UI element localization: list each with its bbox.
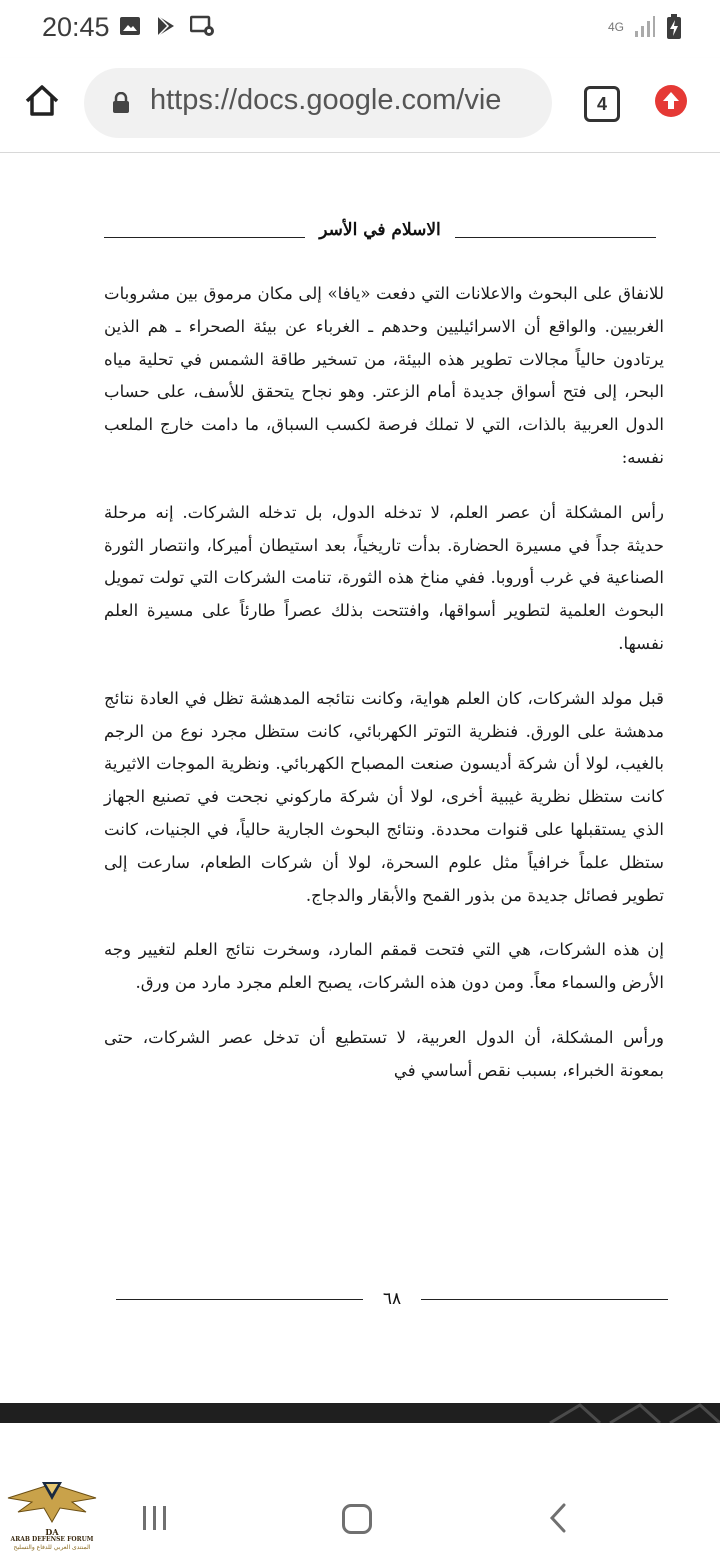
status-time: 20:45 <box>42 12 110 42</box>
play-store-icon <box>154 14 178 38</box>
page-separator-strip <box>0 1403 720 1423</box>
system-icons <box>608 14 682 40</box>
paragraph: قبل مولد الشركات، كان العلم هواية، وكانت نتائجه المدهشة تظل في العادة نتائج مدهشة على الورق. فنظرية التوتر الكهربائي، كانت ستظل مجرد نوع من الرجم بالغيب، لولا أن شركة أديسون صنعت المصباح الكهربائي. ونظرية الموجات الاثيرية كانت ستظل نظرية غيبية أخرى، لولا أن شركة ماركوني نجحت في تصنيع الجهاز الذي يستقبلها على قنوات محددة. ونتائج البحوث الجارية حالياً، في الجنيات، كانت ستظل علماً خرافياً مثل علوم السحرة، لولا أن شركات الطعام، سارعت إلى تطوير فصائل جديدة من بذور القمح والأبقار والدجاج. <box>104 688 664 905</box>
paragraph: رأس المشكلة أن عصر العلم، لا تدخله الدول، بل تدخله الشركات. إنه مرحلة حديثة جداً في مسيرة الحضارة. بدأت تاريخياً، بعد استيطان أميركا، وانتصار الثورة الصناعية في غرب أوروبا. ففي مناخ هذه الثورة، تنامت الشركات التي تولت تمويل البحوث العلمية لتطوير أسواقها، وافتتحت بذلك عصراً طارئاً على مسيرة العلم نفسها. <box>104 502 664 653</box>
recents-icon[interactable] <box>140 1504 170 1532</box>
paragraph: ورأس المشكلة، أن الدول العربية، لا تستطيع أن تدخل عصر الشركات، حتى بمعونة الخبراء، بسبب نقص أساسي في <box>104 1027 664 1080</box>
home-icon[interactable] <box>22 81 62 121</box>
notification-icons <box>118 14 216 38</box>
paragraph: إن هذه الشركات، هي التي فتحت قمقم المارد، وسخرت نتائج العلم لتغيير وجه الأرض والسماء معاً. ومن دون هذه الشركات، يصبح العلم مجرد مارد من ورق. <box>104 940 664 993</box>
decorative-pattern-icon <box>540 1403 720 1423</box>
upload-icon[interactable] <box>654 84 688 118</box>
forum-name-ar: المنتدى العربي للدفاع والتسليح <box>13 1544 91 1551</box>
image-icon <box>118 14 142 38</box>
page-header-title: الاسلام في الأسر <box>319 220 441 240</box>
header-rule-right <box>455 237 656 238</box>
lock-icon <box>112 92 130 114</box>
document-body <box>104 278 664 1110</box>
paragraph: للانفاق على البحوث والاعلانات التي دفعت «يافا» إلى مكان مرموق بين مشروبات الغربيين. والواقع أن الاسرائيليين وحدهم ـ الغرباء عن بيئة الصحراء ـ هم الذين يرتادون حالياً مجالات تطوير هذه البيئة، من تسخير طاقة الشمس في تحلية مياه البحر، إلى فتح أسواق جديدة أمام الزعتر. وهو نجاح يتحقق للأسف، على حساب الدول العربية بالذات، التي لا تملك فرصة لكسب السباق، ما دامت خارج الملعب نفسه: <box>104 284 664 467</box>
settings-sync-icon <box>190 14 216 38</box>
browser-toolbar <box>0 58 720 153</box>
network-4g-icon: 4G <box>607 20 624 34</box>
page-footer <box>116 1284 668 1314</box>
url-text[interactable]: https://docs.google.com/vie <box>150 84 502 116</box>
signal-icon <box>634 15 656 39</box>
navigation-bar <box>0 1472 720 1560</box>
header-rule-left <box>104 237 305 238</box>
address-bar[interactable] <box>84 68 552 138</box>
forum-name-en: ARAB DEFENSE FORUM <box>10 1536 94 1543</box>
page-number: ٦٨ <box>382 1289 402 1309</box>
home-nav-icon[interactable] <box>342 1504 372 1534</box>
page-header <box>104 210 656 250</box>
forum-logo <box>4 1476 100 1558</box>
battery-charging-icon <box>666 14 682 40</box>
footer-rule-left <box>116 1299 363 1300</box>
back-icon[interactable] <box>546 1502 570 1534</box>
status-bar <box>0 0 720 58</box>
eagle-emblem-icon <box>4 1476 100 1528</box>
tab-switcher-button[interactable]: 4 <box>584 86 620 122</box>
footer-rule-right <box>421 1299 668 1300</box>
forum-badge: DA <box>45 1527 59 1537</box>
